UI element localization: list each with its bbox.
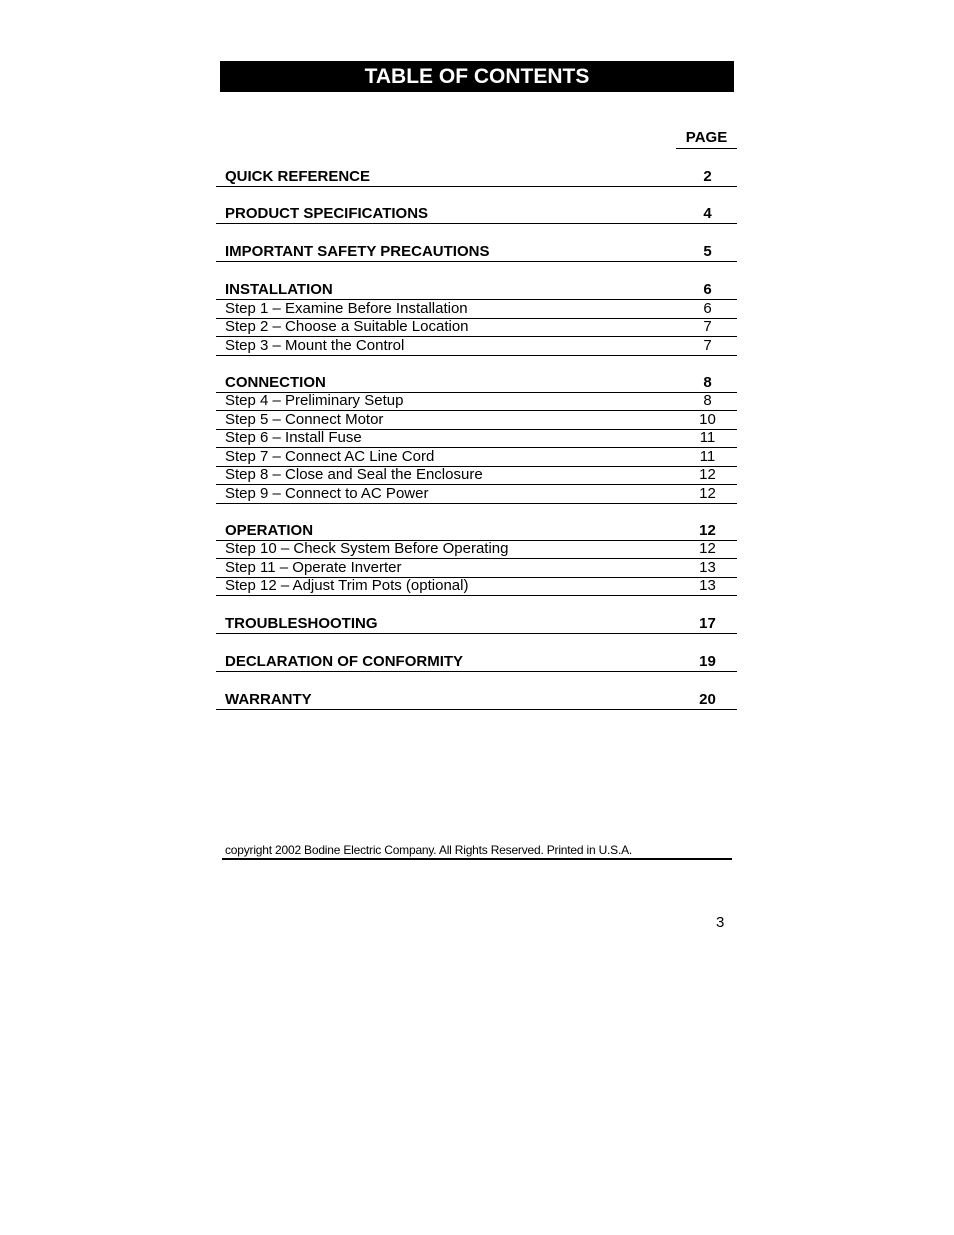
toc-entry-page: 13 [699, 577, 716, 594]
toc-entry-label: Step 6 – Install Fuse [225, 429, 362, 446]
toc-entry-page: 7 [703, 318, 712, 335]
toc-section-safety-precautions[interactable] [216, 243, 737, 262]
toc-section-operation[interactable] [216, 522, 737, 541]
toc-entry-label: CONNECTION [225, 374, 326, 391]
toc-entry-label: Step 9 – Connect to AC Power [225, 485, 429, 502]
toc-section-warranty[interactable] [216, 691, 737, 710]
toc-section-product-specifications[interactable] [216, 205, 737, 224]
toc-entry-label: Step 12 – Adjust Trim Pots (optional) [225, 577, 469, 594]
toc-entry-page: 10 [699, 411, 716, 428]
toc-entry-page: 17 [699, 615, 716, 632]
toc-entry-label: INSTALLATION [225, 281, 333, 298]
toc-entry-page: 8 [703, 374, 712, 391]
toc-entry-label: Step 10 – Check System Before Operating [225, 540, 509, 557]
toc-entry-label: WARRANTY [225, 691, 312, 708]
toc-entry-page: 2 [703, 168, 712, 185]
toc-entry-page: 12 [699, 466, 716, 483]
toc-entry-label: Step 7 – Connect AC Line Cord [225, 448, 435, 465]
toc-entry-page: 13 [699, 559, 716, 576]
toc-entry-label: Step 5 – Connect Motor [225, 411, 384, 428]
toc-step-4[interactable] [216, 392, 737, 411]
toc-entry-page: 8 [703, 392, 712, 409]
toc-step-11[interactable] [216, 559, 737, 578]
toc-entry-label: Step 4 – Preliminary Setup [225, 392, 404, 409]
toc-entry-label: Step 8 – Close and Seal the Enclosure [225, 466, 483, 483]
toc-step-10[interactable] [216, 540, 737, 559]
toc-entry-label: PRODUCT SPECIFICATIONS [225, 205, 429, 222]
toc-step-3[interactable] [216, 337, 737, 356]
toc-entry-page: 6 [703, 300, 712, 317]
toc-entry-label: Step 3 – Mount the Control [225, 337, 405, 354]
copyright-notice: copyright 2002 Bodine Electric Company. All Rights Reserved. Printed in U.S.A. [222, 843, 732, 860]
page-number: 3 [716, 914, 725, 931]
toc-step-9[interactable] [216, 485, 737, 504]
toc-step-5[interactable] [216, 411, 737, 430]
toc-entry-label: TROUBLESHOOTING [225, 615, 378, 632]
toc-entry-page: 12 [699, 522, 716, 539]
toc-entry-page: 11 [699, 429, 716, 446]
toc-entry-page: 19 [699, 653, 716, 670]
toc-step-8[interactable] [216, 466, 737, 485]
toc-section-installation[interactable] [216, 281, 737, 300]
toc-step-1[interactable] [216, 300, 737, 319]
toc-entry-page: 4 [703, 205, 712, 222]
toc-step-2[interactable] [216, 318, 737, 337]
toc-entry-label: QUICK REFERENCE [225, 168, 371, 185]
toc-entry-page: 12 [699, 485, 716, 502]
page-column-header: PAGE [676, 129, 737, 149]
toc-entry-page: 11 [699, 448, 716, 465]
toc-entry-page: 6 [703, 281, 712, 298]
toc-entry-label: DECLARATION OF CONFORMITY [225, 653, 464, 670]
toc-entry-page: 7 [703, 337, 712, 354]
toc-section-connection[interactable] [216, 374, 737, 393]
toc-entry-label: OPERATION [225, 522, 314, 539]
toc-entry-page: 5 [703, 243, 712, 260]
toc-step-6[interactable] [216, 429, 737, 448]
toc-step-7[interactable] [216, 448, 737, 467]
toc-section-troubleshooting[interactable] [216, 615, 737, 634]
toc-step-12[interactable] [216, 577, 737, 596]
toc-entry-label: Step 1 – Examine Before Installation [225, 300, 468, 317]
toc-entry-label: Step 11 – Operate Inverter [225, 559, 402, 576]
toc-section-quick-reference[interactable] [216, 168, 737, 187]
toc-entry-page: 12 [699, 540, 716, 557]
toc-entry-label: IMPORTANT SAFETY PRECAUTIONS [225, 243, 490, 260]
toc-section-declaration-of-conformity[interactable] [216, 653, 737, 672]
page-title: TABLE OF CONTENTS [220, 61, 734, 92]
toc-entry-label: Step 2 – Choose a Suitable Location [225, 318, 469, 335]
toc-entry-page: 20 [699, 691, 716, 708]
